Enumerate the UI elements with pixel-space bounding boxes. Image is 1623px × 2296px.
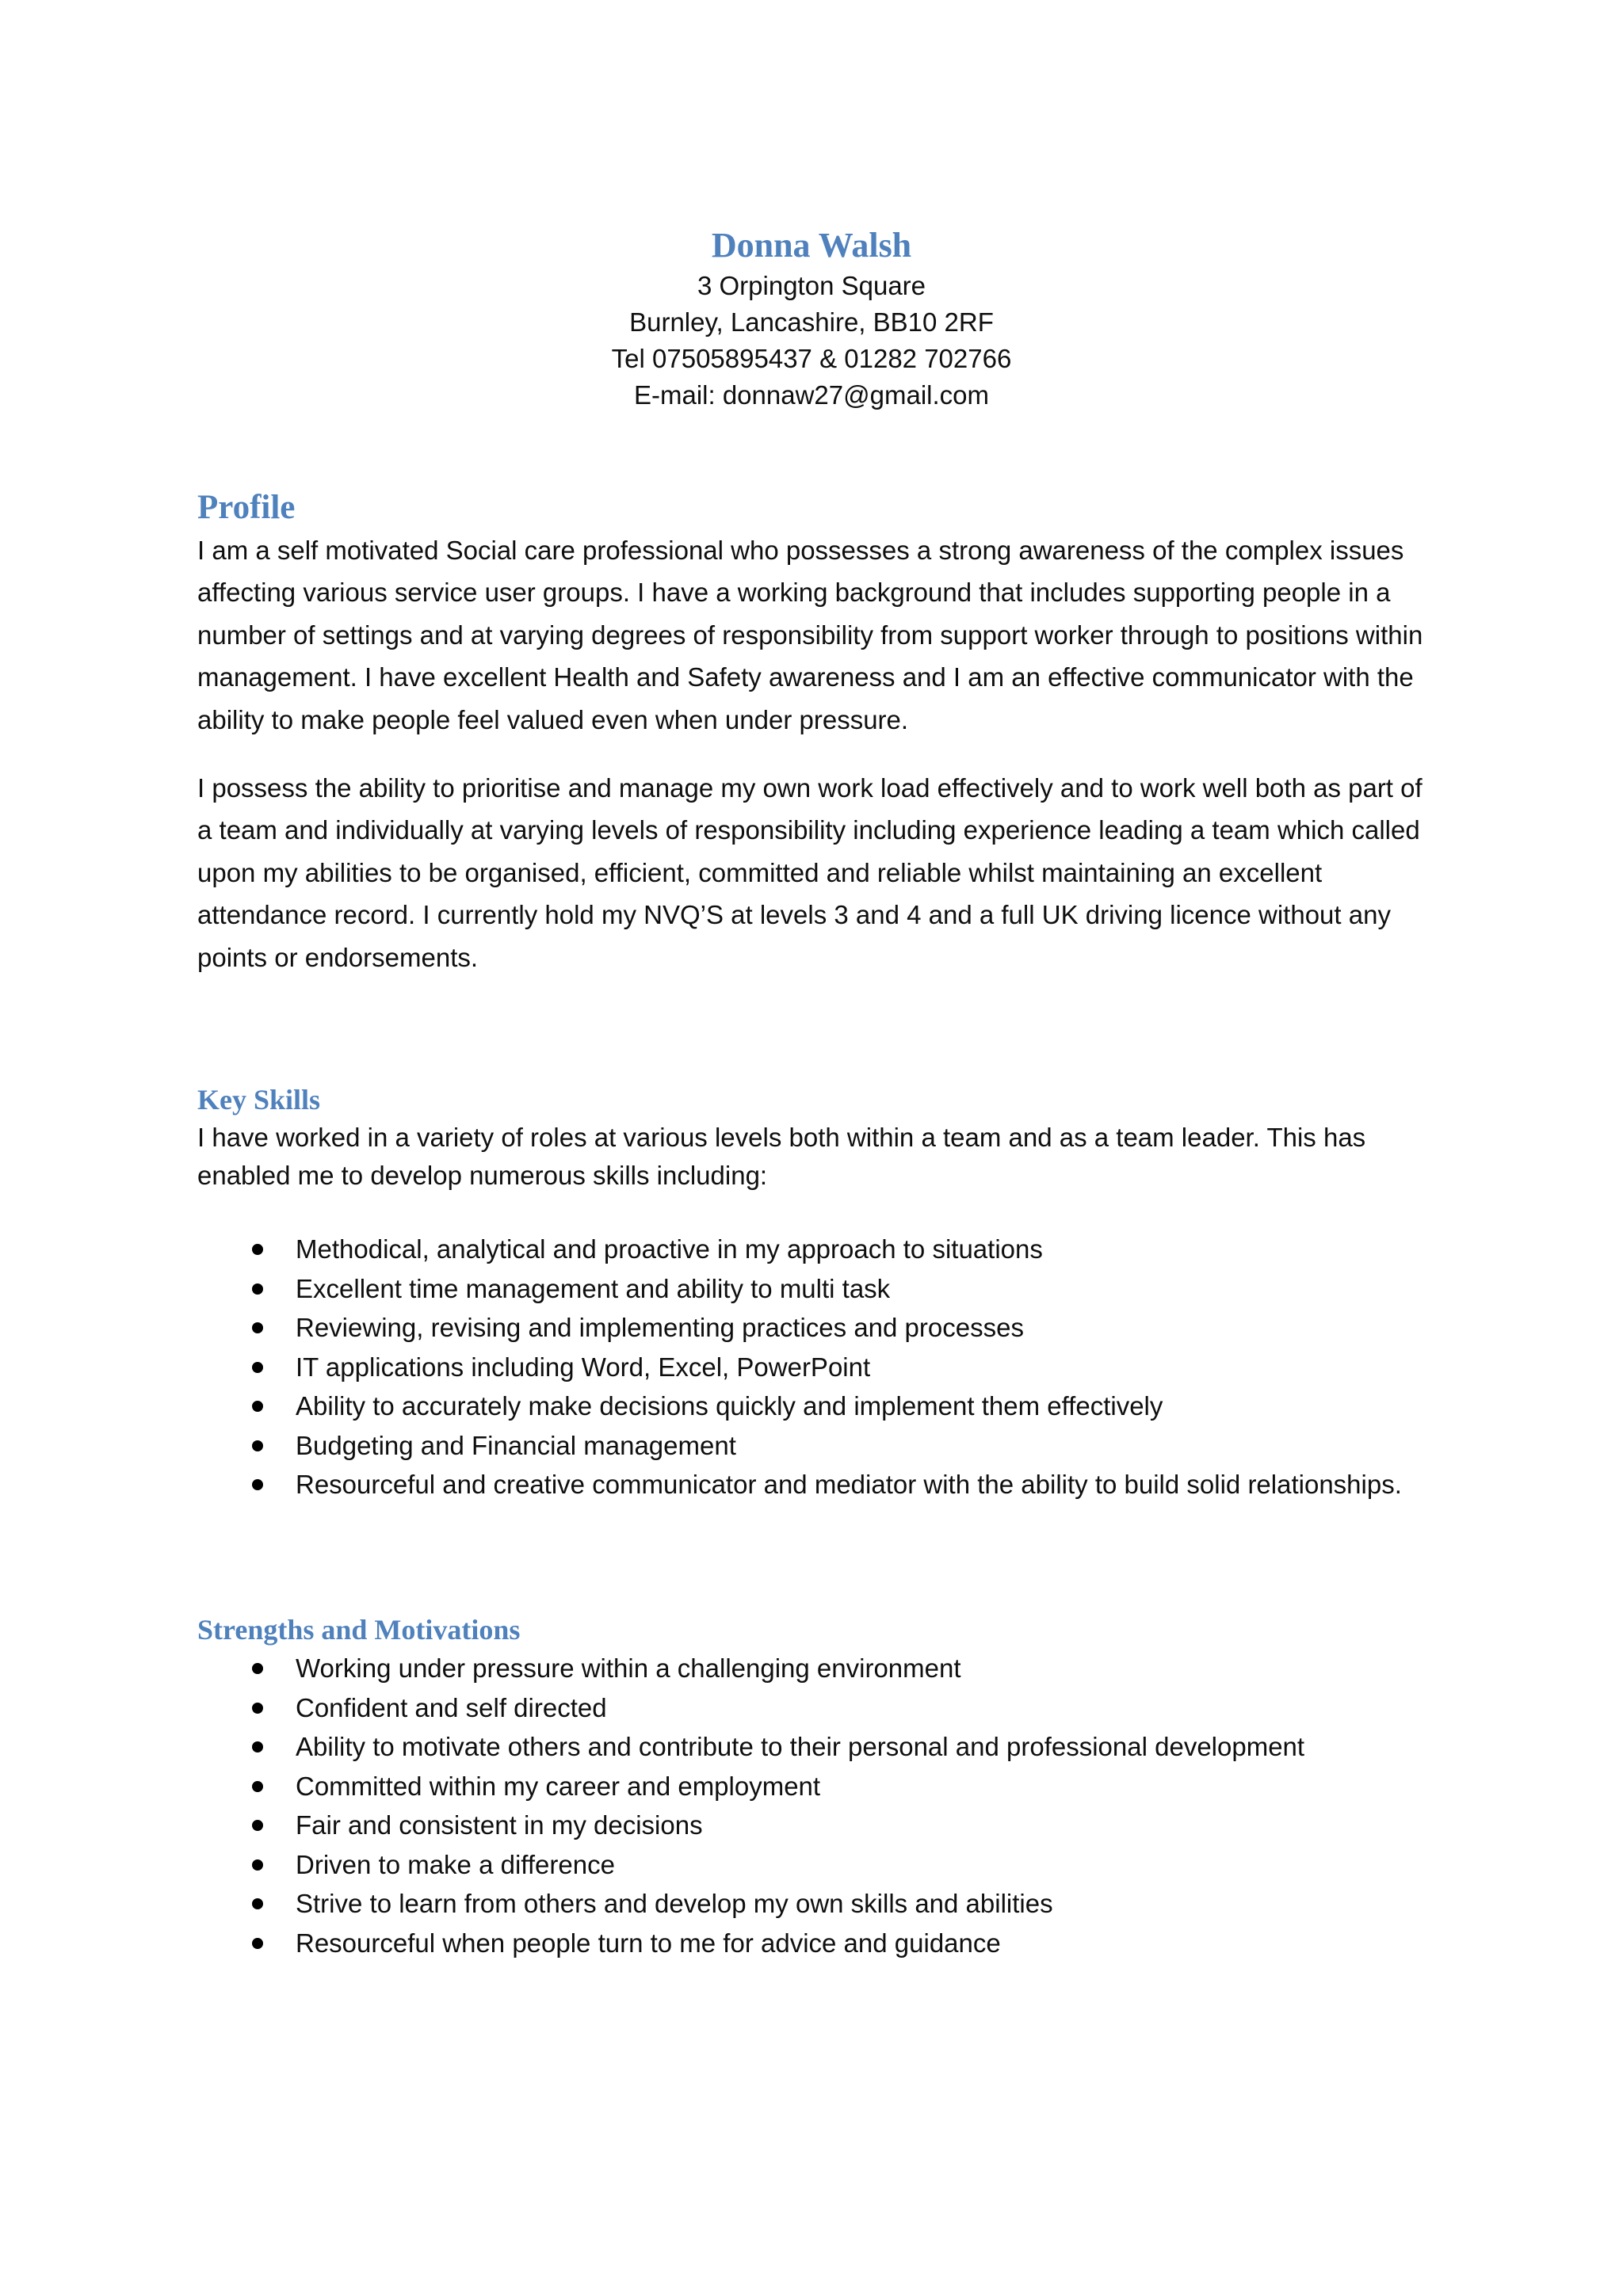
candidate-name: Donna Walsh — [711, 226, 912, 265]
bullet-icon — [252, 1703, 263, 1714]
list-item — [197, 1230, 1434, 1269]
key-skills-section — [197, 1081, 1434, 1505]
list-item — [197, 1884, 1434, 1924]
list-item — [197, 1688, 1434, 1728]
bullet-icon — [252, 1244, 263, 1255]
profile-heading: Profile — [197, 489, 296, 526]
bullet-icon — [252, 1663, 263, 1674]
bullet-icon — [252, 1898, 263, 1909]
list-item-text: Fair and consistent in my decisions — [296, 1810, 703, 1840]
list-item — [197, 1727, 1434, 1767]
list-item-text: Excellent time management and ability to multi task — [296, 1273, 891, 1303]
list-item-text: Strive to learn from others and develop my own skills and abilities — [296, 1889, 1053, 1918]
list-item-text: Committed within my career and employment — [296, 1771, 821, 1801]
list-item-text: Reviewing, revising and implementing practices and processes — [296, 1313, 1024, 1342]
key-skills-intro: I have worked in a variety of roles at various levels both within a team and as a team leader. This has enabled me to develop numerous skills including: — [197, 1123, 1366, 1190]
profile-paragraph-1: I am a self motivated Social care professional who possesses a strong awareness of the complex issues affecting various service user groups. I have a working background that includes supporting people in a number of settings and at varying degrees of responsibility from support worker through to positions within management. I have excellent Health and Safety awareness and I am an effective communicator with the ability to make people feel valued even when under pressure. — [197, 536, 1423, 734]
address-line-1: 3 Orpington Square — [697, 271, 926, 300]
bullet-icon — [252, 1440, 263, 1451]
bullet-icon — [252, 1859, 263, 1871]
list-item-text: IT applications including Word, Excel, PowerPoint — [296, 1352, 871, 1382]
bullet-icon — [252, 1820, 263, 1831]
bullet-icon — [252, 1938, 263, 1949]
strengths-heading: Strengths and Motivations — [197, 1614, 521, 1646]
profile-paragraph-2: I possess the ability to prioritise and manage my own work load effectively and to work well both as part of a team and individually at varying levels of responsibility including experience leading a team which called upon my abilities to be organised, efficient, committed and reliable whilst maintaining an excellent attendance record. I currently hold my NVQ’S at levels 3 and 4 and a full UK driving licence without any points or endorsements. — [197, 773, 1423, 972]
bullet-icon — [252, 1401, 263, 1412]
list-item — [197, 1806, 1434, 1845]
bullet-icon — [252, 1283, 263, 1295]
bullet-icon — [252, 1479, 263, 1490]
email-line: E-mail: donnaw27@gmail.com — [633, 380, 989, 410]
list-item-text: Confident and self directed — [296, 1692, 607, 1722]
profile-section — [197, 486, 1434, 978]
bullet-icon — [252, 1781, 263, 1792]
list-item — [197, 1308, 1434, 1348]
bullet-icon — [252, 1322, 263, 1333]
list-item-text: Budgeting and Financial management — [296, 1430, 736, 1460]
strengths-list — [197, 1649, 1434, 1962]
list-item — [197, 1924, 1434, 1963]
list-item — [197, 1386, 1434, 1426]
key-skills-heading: Key Skills — [197, 1084, 321, 1116]
list-item — [197, 1649, 1434, 1688]
strengths-section — [197, 1611, 1434, 1962]
bullet-icon — [252, 1362, 263, 1373]
list-item-text: Methodical, analytical and proactive in my approach to situations — [296, 1234, 1043, 1264]
key-skills-list — [197, 1230, 1434, 1505]
list-item — [197, 1465, 1434, 1505]
list-item — [197, 1767, 1434, 1806]
address-line-2: Burnley, Lancashire, BB10 2RF — [629, 307, 994, 337]
list-item-text: Ability to accurately make decisions quickly and implement them effectively — [296, 1391, 1163, 1421]
phone-line: Tel 07505895437 & 01282 702766 — [611, 344, 1012, 373]
list-item-text: Resourceful and creative communicator and mediator with the ability to build solid relationships. — [296, 1470, 1402, 1499]
list-item-text: Resourceful when people turn to me for advice and guidance — [296, 1928, 1001, 1958]
list-item — [197, 1426, 1434, 1466]
list-item-text: Driven to make a difference — [296, 1849, 615, 1879]
list-item-text: Ability to motivate others and contribute to their personal and professional development — [296, 1732, 1305, 1761]
list-item — [197, 1348, 1434, 1387]
list-item-text: Working under pressure within a challenging environment — [296, 1653, 961, 1683]
bullet-icon — [252, 1741, 263, 1753]
list-item — [197, 1269, 1434, 1309]
list-item — [197, 1845, 1434, 1885]
cv-header — [0, 223, 1623, 414]
